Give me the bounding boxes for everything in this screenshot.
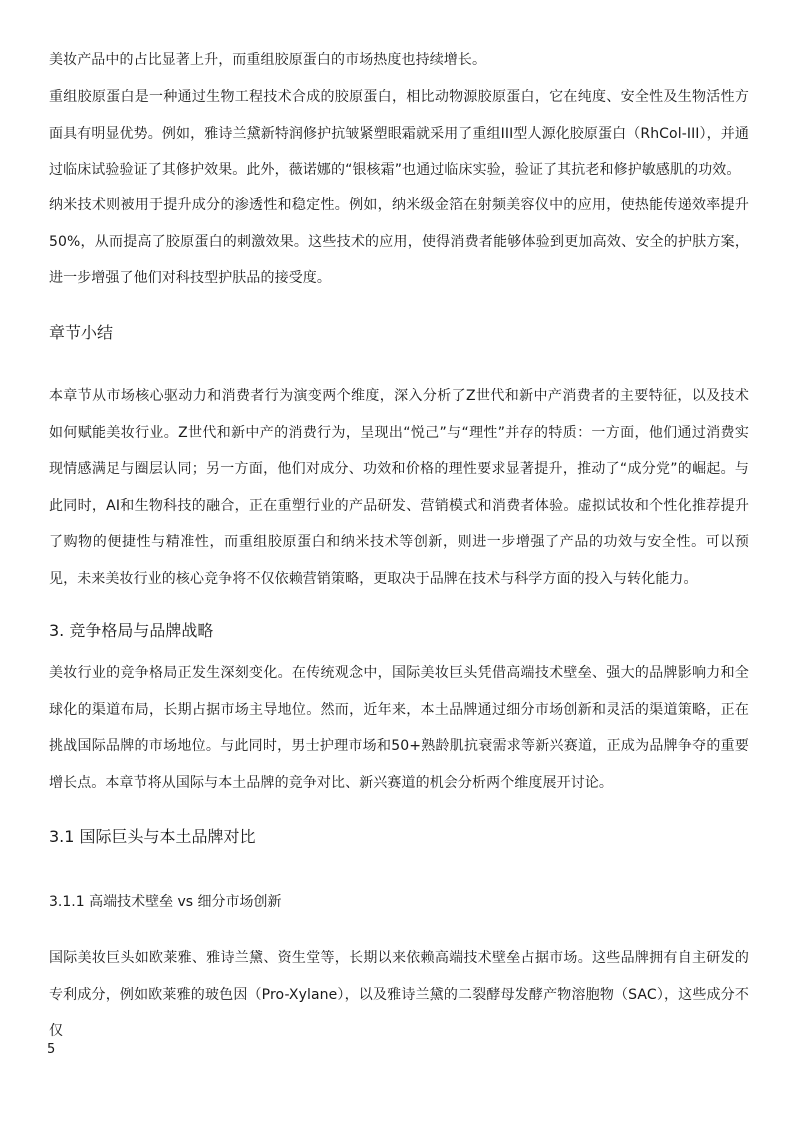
- heading-chapter-summary: 章节小结: [49, 323, 114, 342]
- paragraph-collagen-trend: 美妆产品中的占比显著上升，而重组胶原蛋白的市场热度也持续增长。: [49, 52, 487, 68]
- paragraph-chapter-summary: 本章节从市场核心驱动力和消费者行为演变两个维度，深入分析了Z世代和新中产消费者的主要特征，以及技术如何赋能美妆行业。Z世代和新中产的消费行为，呈现出“悦己”与“理性”并存的特质：一方面，他们通过消费实现情感满足与圈层认同；另一方面，他们对成分、功效和价格的理性要求显著提升，推动了“成分党”的崛起。与此同时，AI和生物科技的融合，正在重塑行业的产品研发、营销模式和消费者体验。虚拟试妆和个性化推荐提升了购物的便捷性与精准性，而重组胶原蛋白和纳米技术等创新，则进一步增强了产品的功效与安全性。可以预见，未来美妆行业的核心竞争将不仅依赖营销策略，更取决于品牌在技术与科学方面的投入与转化能力。: [49, 388, 749, 587]
- heading-section-3-1-1: 3.1.1 高端技术壁垒 vs 细分市场创新: [49, 894, 282, 910]
- paragraph-international-brands: 国际美妆巨头如欧莱雅、雅诗兰黛、资生堂等，长期以来依赖高端技术壁垒占据市场。这些品牌拥有自主研发的专利成分，例如欧莱雅的玻色因（Pro-Xylane），以及雅诗兰黛的二裂酵母发酵产物溶胞物（SAC），这些成分不仅: [49, 950, 749, 1039]
- paragraph-nanotech: 纳米技术则被用于提升成分的渗透性和稳定性。例如，纳米级金箔在射频美容仪中的应用，使热能传递效率提升50%，从而提高了胶原蛋白的刺激效果。这些技术的应用，使得消费者能够体验到更加高效、安全的护肤方案，进一步增强了他们对科技型护肤品的接受度。: [49, 197, 749, 286]
- page-number: 5: [47, 1042, 56, 1057]
- heading-section-3-1: 3.1 国际巨头与本土品牌对比: [49, 827, 256, 846]
- paragraph-recombinant-collagen: 重组胶原蛋白是一种通过生物工程技术合成的胶原蛋白，相比动物源胶原蛋白，它在纯度、安全性及生物活性方面具有明显优势。例如，雅诗兰黛新特润修护抗皱紧塑眼霜就采用了重组III型人源化胶原蛋白（RhCol-III），并通过临床试验验证了其修护效果。此外，薇诺娜的“银核霜”也通过临床实验，验证了其抗老和修护敏感肌的功效。: [49, 89, 749, 178]
- paragraph-competition-intro: 美妆行业的竞争格局正发生深刻变化。在传统观念中，国际美妆巨头凭借高端技术壁垒、强大的品牌影响力和全球化的渠道布局，长期占据市场主导地位。然而，近年来，本土品牌通过细分市场创新和灵活的渠道策略，正在挑战国际品牌的市场地位。与此同时，男士护理市场和50+熟龄肌抗衰需求等新兴赛道，正成为品牌争夺的重要增长点。本章节将从国际与本土品牌的竞争对比、新兴赛道的机会分析两个维度展开讨论。: [49, 665, 749, 791]
- heading-section-3: 3. 竞争格局与品牌战略: [49, 621, 214, 640]
